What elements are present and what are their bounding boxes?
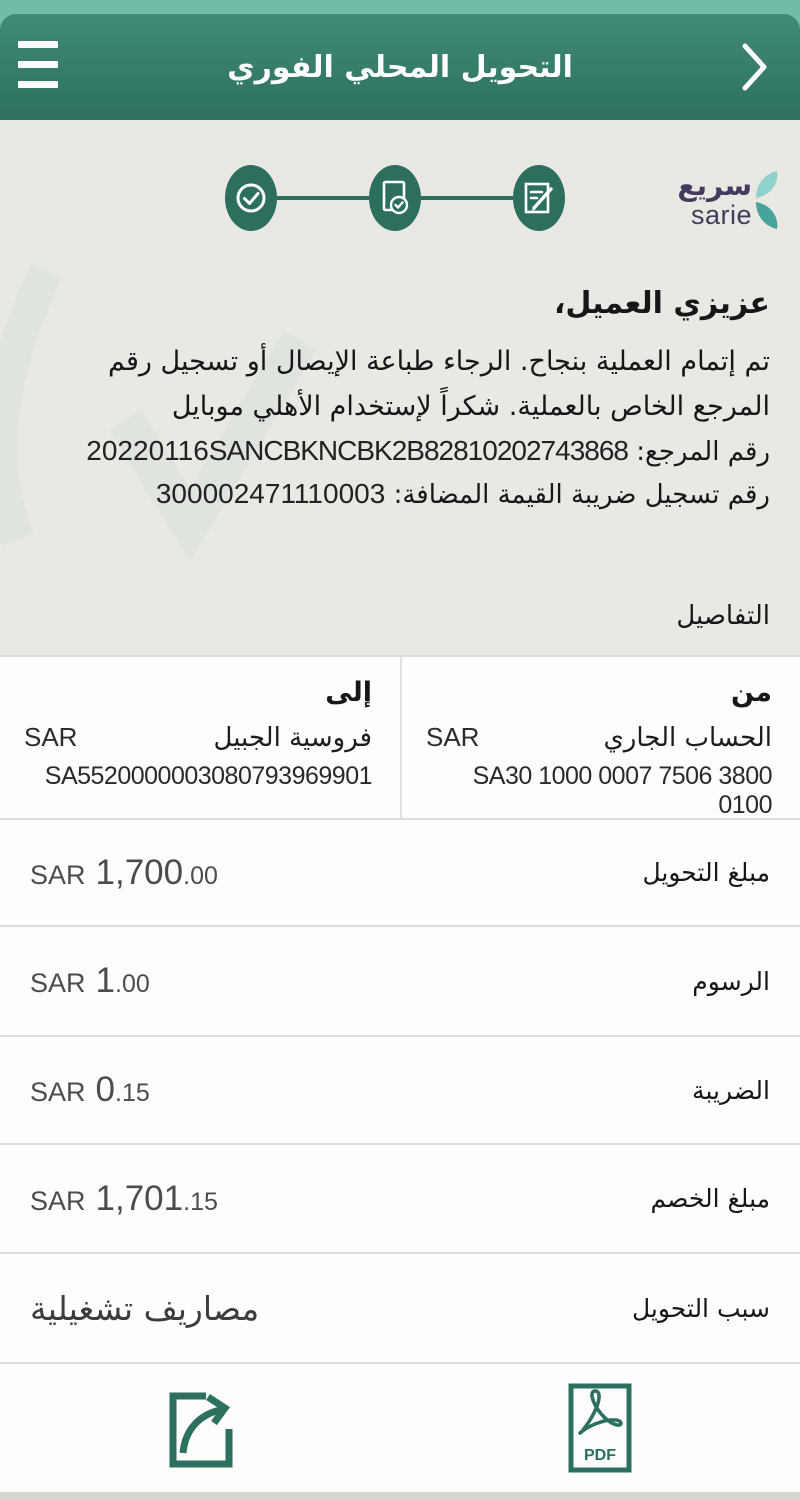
sarie-logo-arabic: سريع — [677, 169, 752, 202]
progress-stepper — [225, 165, 565, 231]
hamburger-icon — [18, 41, 58, 48]
from-iban: SA30 1000 0007 7506 3800 0100 — [472, 762, 772, 819]
sarie-logo — [677, 170, 780, 230]
row-fees — [0, 925, 800, 1035]
share-icon — [162, 1387, 238, 1469]
to-currency: SAR — [24, 722, 78, 752]
action-bar — [0, 1362, 800, 1492]
receipt-summary-section — [0, 120, 800, 655]
sarie-logo-latin: sarie — [690, 200, 752, 230]
row-label: مبلغ الخصم — [650, 1184, 770, 1213]
to-header: إلى — [325, 677, 372, 708]
details-heading: التفاصيل — [676, 601, 770, 631]
from-account-cell — [400, 657, 800, 818]
stepper-connector — [277, 196, 369, 200]
app-header — [0, 14, 800, 120]
transfer-detail-rows — [0, 820, 800, 1362]
row-value: SAR 0 .15 — [30, 1070, 150, 1109]
greeting-text: عزيزي العميل، — [553, 286, 770, 321]
success-message — [26, 286, 770, 515]
row-label: الضريبة — [692, 1075, 770, 1105]
accounts-table — [0, 655, 800, 820]
download-pdf-button[interactable] — [567, 1382, 633, 1474]
vat-value: 300002471110003 — [155, 478, 386, 509]
back-button[interactable] — [742, 43, 768, 95]
vat-label: رقم تسجيل ضريبة القيمة المضافة: — [393, 480, 770, 510]
to-account-cell — [0, 657, 400, 818]
step-details — [513, 165, 565, 231]
menu-button[interactable] — [18, 41, 58, 101]
document-check-icon — [379, 179, 411, 217]
from-currency: SAR — [426, 722, 480, 752]
row-value: SAR 1,700 .00 — [30, 852, 218, 892]
reference-number-line — [26, 431, 770, 472]
row-label: سبب التحويل — [631, 1293, 770, 1323]
page-title: التحويل المحلي الفوري — [227, 49, 573, 85]
from-account-name: الحساب الجاري — [603, 723, 772, 753]
sarie-leaf-icon — [754, 170, 780, 230]
pdf-label: PDF — [584, 1447, 616, 1464]
reference-value: 20220116SANCBKNCBK2B82810202743868 — [86, 435, 628, 466]
row-label: مبلغ التحويل — [642, 858, 770, 887]
bottom-edge-strip — [0, 1492, 800, 1500]
document-edit-icon — [522, 179, 556, 217]
to-beneficiary-name: فروسية الجبيل — [213, 723, 372, 753]
success-body-text: تم إتمام العملية بنجاح. الرجاء طباعة الإيصال أو تسجيل رقم المرجع الخاص بالعملية. شكراً لإستخدام الأهلي موبايل — [108, 346, 770, 422]
check-circle-icon — [234, 181, 268, 215]
share-button[interactable] — [162, 1387, 238, 1469]
reference-label: رقم المرجع: — [636, 437, 770, 467]
row-tax — [0, 1035, 800, 1143]
to-iban: SA5520000003080793969901 — [44, 762, 372, 790]
step-complete — [225, 165, 277, 231]
step-confirm — [369, 165, 421, 231]
row-transfer-amount — [0, 820, 800, 925]
vat-number-line — [26, 474, 770, 515]
row-debit-amount — [0, 1143, 800, 1252]
pdf-icon — [567, 1382, 633, 1474]
row-transfer-reason — [0, 1252, 800, 1362]
row-value: مصاريف تشغيلية — [30, 1288, 260, 1328]
stepper-connector — [421, 196, 513, 200]
row-label: الرسوم — [692, 966, 770, 996]
from-header: من — [730, 677, 772, 708]
row-value: SAR 1,701 .15 — [30, 1178, 218, 1218]
chevron-right-icon — [742, 43, 768, 91]
row-value: SAR 1 .00 — [30, 961, 150, 1000]
